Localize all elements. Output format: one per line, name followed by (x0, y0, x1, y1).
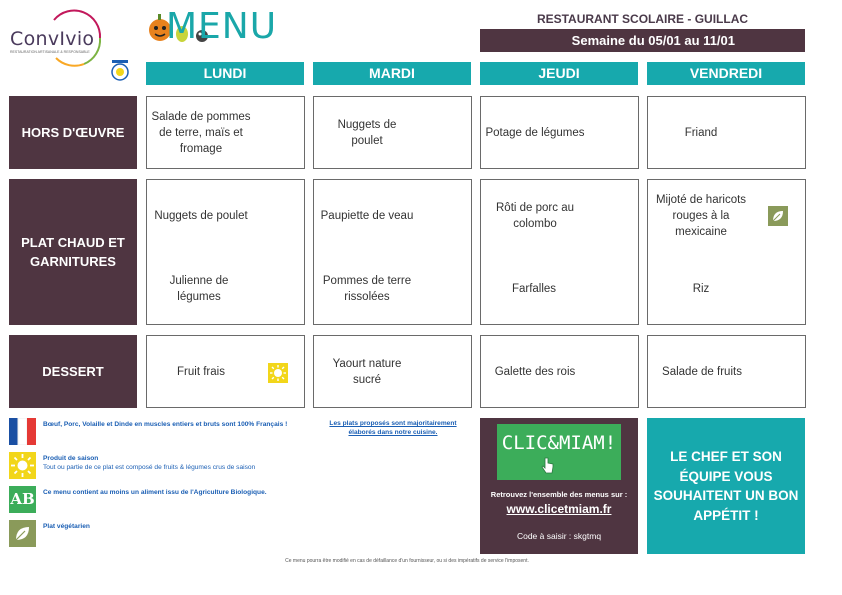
menu-cell (146, 179, 305, 325)
dish-text: Friand (684, 127, 718, 139)
row-label-dessert: DESSERT (9, 335, 137, 408)
day-header-mardi: MARDI (313, 62, 471, 85)
vegetarian-leaf-icon (768, 206, 788, 226)
day-header-jeudi: JEUDI (480, 62, 638, 85)
dish-text: Nuggets de poulet (337, 119, 397, 147)
dish-text: Salade de fruits (662, 366, 742, 378)
dish-text: Fruit frais (177, 366, 225, 378)
cursor-hand-icon (541, 456, 555, 474)
dish-text: Galette des rois (494, 366, 576, 378)
menu-cell (647, 335, 806, 408)
legend-bio-text: Ce menu contient au moins un aliment issu de l'Agriculture Biologique. (43, 489, 267, 496)
legend-vegetarian-text: Plat végétarien (43, 523, 90, 530)
clicmiam-logo-text: CLIC&MIAM! (501, 432, 617, 454)
dish-text: Nuggets de poulet (154, 210, 248, 222)
row-label-hors-doeuvre: HORS D'ŒUVRE (9, 96, 137, 169)
menu-cell (647, 96, 806, 169)
france-flag-icon (9, 418, 36, 445)
dish-text: Farfalles (511, 283, 557, 295)
dish-text: Pommes de terre rissolées (322, 275, 412, 303)
season-legend-sun-icon (9, 452, 36, 479)
menu-cell (313, 179, 472, 325)
menu-cell (480, 335, 639, 408)
menu-title: MENU (166, 6, 278, 47)
convivio-logo (8, 8, 104, 68)
clicmiam-url-link[interactable]: www.clicetmiam.fr (506, 502, 612, 516)
clicmiam-logo (497, 424, 621, 480)
clicmiam-panel (480, 418, 638, 554)
season-sun-icon (268, 363, 288, 383)
homemade-note-link[interactable]: Les plats proposés sont majoritairement élaborés dans notre cuisine. (329, 420, 457, 436)
week-banner: Semaine du 05/01 au 11/01 (480, 29, 805, 52)
legend-season-title: Produit de saison (43, 455, 99, 462)
day-header-vendredi: VENDREDI (647, 62, 805, 85)
legend-france-text: Bœuf, Porc, Volaille et Dinde en muscles entiers et bruts sont 100% Français ! (43, 421, 288, 428)
menu-cell (146, 335, 305, 408)
menu-cell (480, 179, 639, 325)
dish-text: Riz (692, 283, 710, 295)
dish-text: Salade de pommes de terre, maïs et fromage (151, 111, 251, 155)
day-header-lundi: LUNDI (146, 62, 304, 85)
dish-text: Mijoté de haricots rouges à la mexicaine (655, 194, 747, 238)
footer-disclaimer: Ce menu pourra être modifié en cas de défaillance d'un fournisseur, ou si des impératifs de service l'imposent. (285, 558, 529, 564)
restaurant-name: RESTAURANT SCOLAIRE - GUILLAC (536, 12, 749, 26)
legend-season-text: Tout ou partie de ce plat est composé de fruits & légumes crus de saison (43, 464, 256, 471)
dish-text: Rôti de porc au colombo (496, 202, 574, 230)
chef-message: LE CHEF ET SON ÉQUIPE VOUS SOUHAITENT UN BON APPÉTIT ! (647, 418, 805, 554)
logo-tagline: RESTAURATION ARTISANALE & RESPONSABLE (10, 50, 90, 54)
vegetarian-legend-leaf-icon (9, 520, 36, 547)
dish-text: Yaourt nature sucré (332, 358, 402, 386)
quality-badge-icon (106, 58, 134, 82)
menu-cell (647, 179, 806, 325)
dish-text: Potage de légumes (485, 127, 585, 139)
dish-text: Julienne de légumes (169, 275, 229, 303)
menu-cell (480, 96, 639, 169)
menu-cell (146, 96, 305, 169)
dish-text: Paupiette de veau (320, 210, 414, 222)
menu-cell (313, 96, 472, 169)
clicmiam-caption: Retrouvez l'ensemble des menus sur : (490, 490, 628, 499)
row-label-plat-chaud: PLAT CHAUD ET GARNITURES (9, 179, 137, 325)
menu-cell (313, 335, 472, 408)
organic-ab-icon: AB (9, 486, 36, 513)
clicmiam-code: Code à saisir : skgtmq (516, 531, 602, 541)
logo-name: ConvIvio (10, 28, 95, 50)
